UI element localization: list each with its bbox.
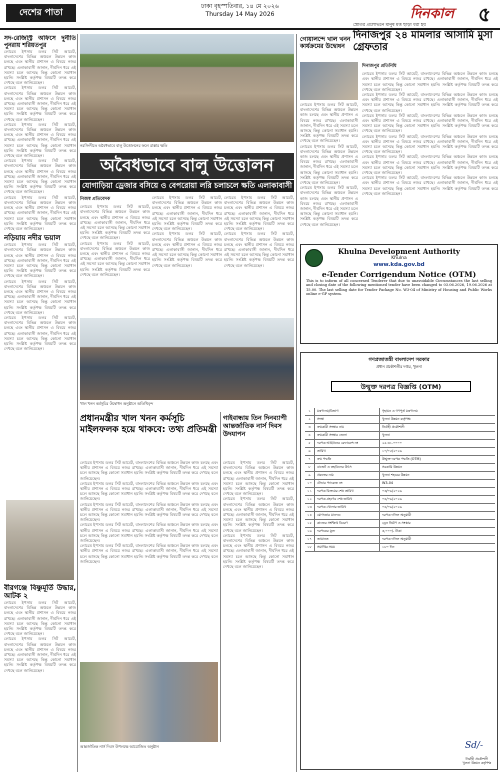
column-rule-3 [296, 34, 297, 772]
table-cell-k: কাজের সংক্ষিপ্ত বিবরণ [315, 520, 380, 527]
left-body-3: লোরেম ইপসাম ডলর সিট আমেট, বাংলাদেশের বিভিন্ন অঞ্চলে উন্নয়ন কাজ চলছে এবং স্থানীয় প্রশাসন এ বিষয়ে নজর রাখছে। এলাকাবাসী জানান, দীর্ঘদিন ধরে এই সমস্যা চলে আসছে কিন্তু কোনো সমাধান হয়নি। সংশ্লিষ্ট কর্তৃপক্ষ বিষয়টি তদন্ত করে দেখছে বলে জানিয়েছেন। [4, 600, 76, 637]
date-bangla: ঢাকা বৃহস্পতিবার, ১৪ মে ২০২৬ [201, 3, 279, 10]
table-cell-n: ১ [305, 408, 315, 415]
page-number: ৫ [478, 2, 491, 26]
goalondo-text-b: লোরেম ইপসাম ডলর সিট আমেট, বাংলাদেশের বিভিন্ন অঞ্চলে উন্নয়ন কাজ চলছে এবং স্থানীয় প্রশাসন এ বিষয়ে নজর রাখছে। এলাকাবাসী জানান, দীর্ঘদিন ধরে এই সমস্যা চলে আসছে কিন্তু কোনো সমাধান হয়নি। সংশ্লিষ্ট কর্তৃপক্ষ বিষয়টি তদন্ত করে দেখছে বলে জানিয়েছেন। [300, 143, 358, 186]
dinajpur-lead: স্ত্রোতর প্রলোভনে মানুষ মত্ত ছাড়া ধরা হয় [353, 23, 426, 28]
table-cell-v: খুলনা শহরের উন্নয়ন [382, 473, 410, 477]
goalondo-headline: গোয়ালন্দে খাল খনন কার্যক্রমের উদ্বোধন [300, 36, 351, 50]
main-byline: নিজস্ব প্রতিবেদক [80, 197, 111, 202]
main-body-3b: লোরেম ইপসাম ডলর সিট আমেট, বাংলাদেশের বিভিন্ন অঞ্চলে উন্নয়ন কাজ চলছে এবং স্থানীয় প্রশাসন এ বিষয়ে নজর রাখছে। এলাকাবাসী জানান, দীর্ঘদিন ধরে এই সমস্যা চলে আসছে কিন্তু কোনো সমাধান হয়নি। সংশ্লিষ্ট কর্তৃপক্ষ বিষয়টি তদন্ত করে দেখছে বলে জানিয়েছেন। [224, 231, 294, 268]
table-cell-v: দরপত্র দলিল অনুযায়ী [382, 513, 412, 517]
table-cell-v: ২৫.৩১.০০০০ [382, 441, 402, 445]
table-cell-k: যোগ্যতার মানদণ্ড [315, 512, 380, 519]
road-damage-photo [80, 34, 294, 142]
statue-photo [6, 500, 74, 580]
table-row [305, 480, 495, 488]
table-cell-n: ১৬ [305, 528, 315, 535]
table-cell-n: ৮ [305, 464, 315, 471]
left-headline-2: নড়িয়ায় নদীর ভয়াল [4, 234, 61, 243]
table-cell-n: ১৩ [305, 504, 315, 511]
pwd-subtitle: প্রধান প্রকৌশলীর দপ্তর, খুলনা [376, 364, 422, 369]
kda-website-link[interactable]: www.kda.gov.bd [373, 262, 425, 268]
table-row [305, 416, 495, 424]
column-rule-2 [220, 412, 221, 742]
table-cell-k: বাজেট ও তহবিলের উৎস [315, 464, 380, 471]
pwd-otm-label: উন্মুক্ত দরপত্র বিজ্ঞপ্তি (OTM) [331, 381, 471, 392]
goalondo-body [300, 102, 358, 242]
table-cell-k: দরপত্র আহ্বানের রেফারেন্স নং [315, 440, 380, 447]
left-body-1b: লোরেম ইপসাম ডলর সিট আমেট, বাংলাদেশের বিভিন্ন অঞ্চলে উন্নয়ন কাজ চলছে এবং স্থানীয় প্রশাসন এ বিষয়ে নজর রাখছে। এলাকাবাসী জানান, দীর্ঘদিন ধরে এই সমস্যা চলে আসছে কিন্তু কোনো সমাধান হয়নি। সংশ্লিষ্ট কর্তৃপক্ষ বিষয়টি তদন্ত করে দেখছে বলে জানিয়েছেন। [4, 85, 76, 122]
left-body-1: লোরেম ইপসাম ডলর সিট আমেট, বাংলাদেশের বিভিন্ন অঞ্চলে উন্নয়ন কাজ চলছে এবং স্থানীয় প্রশাসন এ বিষয়ে নজর রাখছে। এলাকাবাসী জানান, দীর্ঘদিন ধরে এই সমস্যা চলে আসছে কিন্তু কোনো সমাধান হয়নি। সংশ্লিষ্ট কর্তৃপক্ষ বিষয়টি তদন্ত করে দেখছে বলে জানিয়েছেন। [4, 49, 76, 86]
table-row [305, 496, 495, 504]
column-rule-1 [77, 34, 78, 772]
table-cell-k: ক্রয়কারী সংস্থার জেলা [315, 432, 380, 439]
table-cell-n: ৭ [305, 456, 315, 463]
road-photo-caption: নরসিংদীতে অবৈধভাবে বালু উত্তোলনের ফলে রাস্তার ক্ষতি [80, 143, 168, 148]
table-cell-k: টেন্ডার প্যাকেজ নং [315, 480, 380, 487]
dinajpur-text-e: লোরেম ইপসাম ডলর সিট আমেট, বাংলাদেশের বিভিন্ন অঞ্চলে উন্নয়ন কাজ চলছে এবং স্থানীয় প্রশাসন এ বিষয়ে নজর রাখছে। এলাকাবাসী জানান, দীর্ঘদিন ধরে এই সমস্যা চলে আসছে কিন্তু কোনো সমাধান হয়নি। সংশ্লিষ্ট কর্তৃপক্ষ বিষয়টি তদন্ত করে দেখছে বলে জানিয়েছেন। [362, 154, 498, 176]
left-body-1e: লোরেম ইপসাম ডলর সিট আমেট, বাংলাদেশের বিভিন্ন অঞ্চলে উন্নয়ন কাজ চলছে এবং স্থানীয় প্রশাসন এ বিষয়ে নজর রাখছে। এলাকাবাসী জানান, দীর্ঘদিন ধরে এই সমস্যা চলে আসছে কিন্তু কোনো সমাধান হয়নি। সংশ্লিষ্ট কর্তৃপক্ষ বিষয়টি তদন্ত করে দেখছে বলে জানিয়েছেন। [4, 194, 76, 231]
table-cell-n: ৬ [305, 448, 315, 455]
canal-photo [300, 62, 358, 100]
main-body-2: লোরেম ইপসাম ডলর সিট আমেট, বাংলাদেশের বিভিন্ন অঞ্চলে উন্নয়ন কাজ চলছে এবং স্থানীয় প্রশাসন এ বিষয়ে নজর রাখছে। এলাকাবাসী জানান, দীর্ঘদিন ধরে এই সমস্যা চলে আসছে কিন্তু কোনো সমাধান হয়নি। সংশ্লিষ্ট কর্তৃপক্ষ বিষয়টি তদন্ত করে দেখছে বলে জানিয়েছেন। [152, 195, 222, 232]
left-body-1d: লোরেম ইপসাম ডলর সিট আমেট, বাংলাদেশের বিভিন্ন অঞ্চলে উন্নয়ন কাজ চলছে এবং স্থানীয় প্রশাসন এ বিষয়ে নজর রাখছে। এলাকাবাসী জানান, দীর্ঘদিন ধরে এই সমস্যা চলে আসছে কিন্তু কোনো সমাধান হয়নি। সংশ্লিষ্ট কর্তৃপক্ষ বিষয়টি তদন্ত করে দেখছে বলে জানিয়েছেন। [4, 158, 76, 195]
nurses-day-photo [80, 662, 218, 742]
table-cell-v: সরকারি উন্নয়ন [382, 465, 402, 469]
table-cell-v: ৩,০০০/- টাকা [382, 529, 402, 533]
dinajpur-text-d: লোরেম ইপসাম ডলর সিট আমেট, বাংলাদেশের বিভিন্ন অঞ্চলে উন্নয়ন কাজ চলছে এবং স্থানীয় প্রশাসন এ বিষয়ে নজর রাখছে। এলাকাবাসী জানান, দীর্ঘদিন ধরে এই সমস্যা চলে আসছে কিন্তু কোনো সমাধান হয়নি। সংশ্লিষ্ট কর্তৃপক্ষ বিষয়টি তদন্ত করে দেখছে বলে জানিয়েছেন। [362, 133, 498, 155]
table-cell-k: দরপত্র বিক্রয়ের শেষ তারিখ [315, 488, 380, 495]
table-row [305, 512, 495, 520]
left-column-bottom [4, 584, 76, 772]
table-row [305, 440, 495, 448]
table-cell-v: নির্বাহী প্রকৌশলী [382, 425, 405, 429]
table-cell-n: ৩ [305, 424, 315, 431]
table-cell-n: ১৮ [305, 544, 315, 551]
goalondo-text: লোরেম ইপসাম ডলর সিট আমেট, বাংলাদেশের বিভিন্ন অঞ্চলে উন্নয়ন কাজ চলছে এবং স্থানীয় প্রশাসন এ বিষয়ে নজর রাখছে। এলাকাবাসী জানান, দীর্ঘদিন ধরে এই সমস্যা চলে আসছে কিন্তু কোনো সমাধান হয়নি। সংশ্লিষ্ট কর্তৃপক্ষ বিষয়টি তদন্ত করে দেখছে বলে জানিয়েছেন। [300, 102, 358, 144]
pwd-tender-table [305, 408, 495, 552]
table-cell-v: ড্রেন নির্মাণ ও সংস্কার [382, 521, 411, 525]
main-body-3: লোরেম ইপসাম ডলর সিট আমেট, বাংলাদেশের বিভিন্ন অঞ্চলে উন্নয়ন কাজ চলছে এবং স্থানীয় প্রশাসন এ বিষয়ে নজর রাখছে। এলাকাবাসী জানান, দীর্ঘদিন ধরে এই সমস্যা চলে আসছে কিন্তু কোনো সমাধান হয়নি। সংশ্লিষ্ট কর্তৃপক্ষ বিষয়টি তদন্ত করে দেখছে বলে জানিয়েছেন। [224, 195, 294, 232]
story3-text: লোরেম ইপসাম ডলর সিট আমেট, বাংলাদেশের বিভিন্ন অঞ্চলে উন্নয়ন কাজ চলছে এবং স্থানীয় প্রশাসন এ বিষয়ে নজর রাখছে। এলাকাবাসী জানান, দীর্ঘদিন ধরে এই সমস্যা চলে আসছে কিন্তু কোনো সমাধান হয়নি। সংশ্লিষ্ট কর্তৃপক্ষ বিষয়টি তদন্ত করে দেখছে বলে জানিয়েছেন। [223, 460, 294, 497]
story2-headline: প্রধানমন্ত্রীর খাল খনন কর্মসূচি মাইলফলক হয়ে থাকবে: তথ্য প্রতিমন্ত্রী [80, 414, 217, 435]
bottom-caption: আন্তর্জাতিক নার্স দিবস উপলক্ষে আয়োজিত অনুষ্ঠান [80, 744, 159, 749]
table-cell-k: দরপত্রের মূল্য [315, 528, 380, 535]
table-row [305, 464, 495, 472]
section-label: দেশের পাতা [6, 4, 76, 22]
left-body-1c: লোরেম ইপসাম ডলর সিট আমেট, বাংলাদেশের বিভিন্ন অঞ্চলে উন্নয়ন কাজ চলছে এবং স্থানীয় প্রশাসন এ বিষয়ে নজর রাখছে। এলাকাবাসী জানান, দীর্ঘদিন ধরে এই সমস্যা চলে আসছে কিন্তু কোনো সমাধান হয়নি। সংশ্লিষ্ট কর্তৃপক্ষ বিষয়টি তদন্ত করে দেখছে বলে জানিয়েছেন। [4, 121, 76, 159]
table-row [305, 424, 495, 432]
story2-text-e: লোরেম ইপসাম ডলর সিট আমেট, বাংলাদেশের বিভিন্ন অঞ্চলে উন্নয়ন কাজ চলছে এবং স্থানীয় প্রশাসন এ বিষয়ে নজর রাখছে। এলাকাবাসী জানান, দীর্ঘদিন ধরে এই সমস্যা চলে আসছে কিন্তু কোনো সমাধান হয়নি। সংশ্লিষ্ট কর্তৃপক্ষ বিষয়টি তদন্ত করে দেখছে বলে জানিয়েছেন। [80, 543, 218, 564]
table-cell-v: উন্মুক্ত দরপত্র পদ্ধতি (OTM) [382, 457, 421, 461]
table-row [305, 504, 495, 512]
table-cell-k: জামানত [315, 536, 380, 543]
table-cell-k: সংস্থা [315, 416, 380, 423]
table-cell-k: ক্রয়কারী সংস্থার নাম [315, 424, 380, 431]
table-row [305, 536, 495, 544]
signatory-block: নির্বাহী প্রকৌশলী খুলনা উন্নয়ন কর্তৃপক্ষ [462, 757, 491, 765]
table-cell-n: ১২ [305, 496, 315, 503]
table-row [305, 408, 495, 416]
main-headline: অবৈধভাবে বালু উত্তোলন [80, 153, 294, 179]
table-row [305, 456, 495, 464]
table-cell-n: ৫ [305, 440, 315, 447]
story2-text: লোরেম ইপসাম ডলর সিট আমেট, বাংলাদেশের বিভিন্ন অঞ্চলে উন্নয়ন কাজ চলছে এবং স্থানীয় প্রশাসন এ বিষয়ে নজর রাখছে। এলাকাবাসী জানান, দীর্ঘদিন ধরে এই সমস্যা চলে আসছে কিন্তু কোনো সমাধান হয়নি। সংশ্লিষ্ট কর্তৃপক্ষ বিষয়টি তদন্ত করে দেখছে বলে জানিয়েছেন। [80, 460, 218, 481]
table-row [305, 448, 495, 456]
table-cell-k: মন্ত্রণালয়/বিভাগ [315, 408, 380, 415]
table-cell-v: ১০/০৫/২০২৬ [382, 449, 402, 453]
pwd-tender-notice [300, 352, 498, 770]
table-cell-n: ৯ [305, 472, 315, 479]
dinajpur-text-c: লোরেম ইপসাম ডলর সিট আমেট, বাংলাদেশের বিভিন্ন অঞ্চলে উন্নয়ন কাজ চলছে এবং স্থানীয় প্রশাসন এ বিষয়ে নজর রাখছে। এলাকাবাসী জানান, দীর্ঘদিন ধরে এই সমস্যা চলে আসছে কিন্তু কোনো সমাধান হয়নি। সংশ্লিষ্ট কর্তৃপক্ষ বিষয়টি তদন্ত করে দেখছে বলে জানিয়েছেন। [362, 112, 498, 134]
table-cell-n: ১৭ [305, 536, 315, 543]
table-cell-v: গৃহায়ন ও গণপূর্ত মন্ত্রণালয় [382, 409, 418, 413]
table-cell-v: ০৩/০৬/২০২৬ [382, 489, 402, 493]
date-block [165, 3, 315, 19]
ceremony-photo [80, 318, 294, 400]
main-body-1b: লোরেম ইপসাম ডলর সিট আমেট, বাংলাদেশের বিভিন্ন অঞ্চলে উন্নয়ন কাজ চলছে এবং স্থানীয় প্রশাসন এ বিষয়ে নজর রাখছে। এলাকাবাসী জানান, দীর্ঘদিন ধরে এই সমস্যা চলে আসছে কিন্তু কোনো সমাধান হয়নি। সংশ্লিষ্ট কর্তৃপক্ষ বিষয়টি তদন্ত করে দেখছে বলে জানিয়েছেন। [80, 240, 150, 277]
goalondo-text-c: লোরেম ইপসাম ডলর সিট আমেট, বাংলাদেশের বিভিন্ন অঞ্চলে উন্নয়ন কাজ চলছে এবং স্থানীয় প্রশাসন এ বিষয়ে নজর রাখছে। এলাকাবাসী জানান, দীর্ঘদিন ধরে এই সমস্যা চলে আসছে কিন্তু কোনো সমাধান হয়নি। সংশ্লিষ্ট কর্তৃপক্ষ বিষয়টি তদন্ত করে দেখছে বলে জানিয়েছেন। [300, 185, 358, 227]
table-cell-k: প্রকল্পের নাম [315, 472, 380, 479]
story3-text-c: লোরেম ইপসাম ডলর সিট আমেট, বাংলাদেশের বিভিন্ন অঞ্চলে উন্নয়ন কাজ চলছে এবং স্থানীয় প্রশাসন এ বিষয়ে নজর রাখছে। এলাকাবাসী জানান, দীর্ঘদিন ধরে এই সমস্যা চলে আসছে কিন্তু কোনো সমাধান হয়নি। সংশ্লিষ্ট কর্তৃপক্ষ বিষয়টি তদন্ত করে দেখছে বলে জানিয়েছেন। [223, 532, 294, 570]
table-cell-k: তারিখ [315, 448, 380, 455]
table-row [305, 528, 495, 536]
table-row [305, 544, 495, 552]
kda-notice-title: e-Tender Corrigendum Notice (OTM) [321, 270, 477, 279]
table-cell-v: ০৪/০৬/২০২৬ [382, 505, 402, 509]
table-cell-n: ১৪ [305, 512, 315, 519]
left-body-2c: লোরেম ইপসাম ডলর সিট আমেট, বাংলাদেশের বিভিন্ন অঞ্চলে উন্নয়ন কাজ চলছে এবং স্থানীয় প্রশাসন এ বিষয়ে নজর রাখছে। এলাকাবাসী জানান, দীর্ঘদিন ধরে এই সমস্যা চলে আসছে কিন্তু কোনো সমাধান হয়নি। সংশ্লিষ্ট কর্তৃপক্ষ বিষয়টি তদন্ত করে দেখছে বলে জানিয়েছেন। [4, 314, 76, 352]
left-body-2: লোরেম ইপসাম ডলর সিট আমেট, বাংলাদেশের বিভিন্ন অঞ্চলে উন্নয়ন কাজ চলছে এবং স্থানীয় প্রশাসন এ বিষয়ে নজর রাখছে। এলাকাবাসী জানান, দীর্ঘদিন ধরে এই সমস্যা চলে আসছে কিন্তু কোনো সমাধান হয়নি। সংশ্লিষ্ট কর্তৃপক্ষ বিষয়টি তদন্ত করে দেখছে বলে জানিয়েছেন। [4, 242, 76, 279]
story2-text-b: লোরেম ইপসাম ডলর সিট আমেট, বাংলাদেশের বিভিন্ন অঞ্চলে উন্নয়ন কাজ চলছে এবং স্থানীয় প্রশাসন এ বিষয়ে নজর রাখছে। এলাকাবাসী জানান, দীর্ঘদিন ধরে এই সমস্যা চলে আসছে কিন্তু কোনো সমাধান হয়নি। সংশ্লিষ্ট কর্তৃপক্ষ বিষয়টি তদন্ত করে দেখছে বলে জানিয়েছেন। [80, 480, 218, 502]
table-cell-v: খুলনা [382, 433, 390, 437]
kda-tender-notice [300, 244, 498, 344]
pwd-title: গণপ্রজাতন্ত্রী বাংলাদেশ সরকার [368, 357, 430, 363]
main-story-col-2 [152, 195, 222, 315]
story3-body [223, 460, 294, 740]
left-body-2b: লোরেম ইপসাম ডলর সিট আমেট, বাংলাদেশের বিভিন্ন অঞ্চলে উন্নয়ন কাজ চলছে এবং স্থানীয় প্রশাসন এ বিষয়ে নজর রাখছে। এলাকাবাসী জানান, দীর্ঘদিন ধরে এই সমস্যা চলে আসছে কিন্তু কোনো সমাধান হয়নি। সংশ্লিষ্ট কর্তৃপক্ষ বিষয়টি তদন্ত করে দেখছে বলে জানিয়েছেন। [4, 278, 76, 315]
left-headline-3: বীরগঞ্জে বিষ্ণুমূর্তি উদ্ধার, আটক ২ [4, 584, 76, 600]
date-english: Thursday 14 May 2026 [205, 11, 275, 18]
story3-headline: গাইবান্ধায় তিন দিনব্যাপী আন্তর্জাতিক নার্স দিবস উদযাপন [223, 414, 287, 438]
main-body-1: লোরেম ইপসাম ডলর সিট আমেট, বাংলাদেশের বিভিন্ন অঞ্চলে উন্নয়ন কাজ চলছে এবং স্থানীয় প্রশাসন এ বিষয়ে নজর রাখছে। এলাকাবাসী জানান, দীর্ঘদিন ধরে এই সমস্যা চলে আসছে কিন্তু কোনো সমাধান হয়নি। সংশ্লিষ্ট কর্তৃপক্ষ বিষয়টি তদন্ত করে দেখছে বলে জানিয়েছেন। [80, 204, 150, 241]
left-body-3b: লোরেম ইপসাম ডলর সিট আমেট, বাংলাদেশের বিভিন্ন অঞ্চলে উন্নয়ন কাজ চলছে এবং স্থানীয় প্রশাসন এ বিষয়ে নজর রাখছে। এলাকাবাসী জানান, দীর্ঘদিন ধরে এই সমস্যা চলে আসছে কিন্তু কোনো সমাধান হয়নি। সংশ্লিষ্ট কর্তৃপক্ষ বিষয়টি তদন্ত করে দেখছে বলে জানিয়েছেন। [4, 636, 76, 673]
table-cell-n: ২ [305, 416, 315, 423]
dinajpur-story-head [353, 22, 498, 60]
dinajpur-byline: দিনাজপুর প্রতিনিধি [362, 64, 397, 69]
story2-text-c: লোরেম ইপসাম ডলর সিট আমেট, বাংলাদেশের বিভিন্ন অঞ্চলে উন্নয়ন কাজ চলছে এবং স্থানীয় প্রশাসন এ বিষয়ে নজর রাখছে। এলাকাবাসী জানান, দীর্ঘদিন ধরে এই সমস্যা চলে আসছে কিন্তু কোনো সমাধান হয়নি। সংশ্লিষ্ট কর্তৃপক্ষ বিষয়টি তদন্ত করে দেখছে বলে জানিয়েছেন। [80, 501, 218, 523]
table-row [305, 488, 495, 496]
main-body-2b: লোরেম ইপসাম ডলর সিট আমেট, বাংলাদেশের বিভিন্ন অঞ্চলে উন্নয়ন কাজ চলছে এবং স্থানীয় প্রশাসন এ বিষয়ে নজর রাখছে। এলাকাবাসী জানান, দীর্ঘদিন ধরে এই সমস্যা চলে আসছে কিন্তু কোনো সমাধান হয়নি। সংশ্লিষ্ট কর্তৃপক্ষ বিষয়টি তদন্ত করে দেখছে বলে জানিয়েছেন। [152, 231, 222, 268]
story2-text-d: লোরেম ইপসাম ডলর সিট আমেট, বাংলাদেশের বিভিন্ন অঞ্চলে উন্নয়ন কাজ চলছে এবং স্থানীয় প্রশাসন এ বিষয়ে নজর রাখছে। এলাকাবাসী জানান, দীর্ঘদিন ধরে এই সমস্যা চলে আসছে কিন্তু কোনো সমাধান হয়নি। সংশ্লিষ্ট কর্তৃপক্ষ বিষয়টি তদন্ত করে দেখছে বলে জানিয়েছেন। [80, 522, 218, 544]
table-cell-k: দরপত্র খোলার তারিখ [315, 504, 380, 511]
kda-title: Khulna Development Authority [337, 247, 461, 256]
ceremony-caption: খাল খনন কর্মসূচির উদ্বোধন অনুষ্ঠানে অতিথিবৃন্দ [80, 401, 154, 406]
kda-notice-body: This is to inform of all concerned Tenderer that due to unavoidable Circumstances the last selling and closing date of the following mentioned tender have been changed to 03.06.2026, 19.06.2026 at 15.00. The last selling date for Tender Package No. W3-04 of Ministry of Housing and Public Works online e-GP system. [306, 279, 492, 297]
table-cell-k: সমাপ্তির সময় [315, 544, 380, 551]
main-subheadline: যোগাড়িয়া ড্রেজার বসিয়ে ও বেপরোয়া লরি চলাচলে ক্ষতি এলাকাবাসী [81, 181, 293, 190]
story2-body [80, 460, 218, 660]
table-cell-v: W3-04 [382, 481, 394, 485]
table-cell-v: দরপত্র দলিল অনুযায়ী [382, 537, 412, 541]
dinajpur-text-f: লোরেম ইপসাম ডলর সিট আমেট, বাংলাদেশের বিভিন্ন অঞ্চলে উন্নয়ন কাজ চলছে এবং স্থানীয় প্রশাসন এ বিষয়ে নজর রাখছে। এলাকাবাসী জানান, দীর্ঘদিন ধরে এই সমস্যা চলে আসছে কিন্তু কোনো সমাধান হয়নি। সংশ্লিষ্ট কর্তৃপক্ষ বিষয়টি তদন্ত করে দেখছে বলে জানিয়েছেন। [362, 175, 498, 196]
dinajpur-body [362, 62, 498, 240]
table-cell-k: দরপত্র গ্রহণের শেষ তারিখ [315, 496, 380, 503]
table-cell-v: ১৮০ দিন [382, 545, 395, 549]
story3-text-b: লোরেম ইপসাম ডলর সিট আমেট, বাংলাদেশের বিভিন্ন অঞ্চলে উন্নয়ন কাজ চলছে এবং স্থানীয় প্রশাসন এ বিষয়ে নজর রাখছে। এলাকাবাসী জানান, দীর্ঘদিন ধরে এই সমস্যা চলে আসছে কিন্তু কোনো সমাধান হয়নি। সংশ্লিষ্ট কর্তৃপক্ষ বিষয়টি তদন্ত করে দেখছে বলে জানিয়েছেন। [223, 496, 294, 533]
dinajpur-text: লোরেম ইপসাম ডলর সিট আমেট, বাংলাদেশের বিভিন্ন অঞ্চলে উন্নয়ন কাজ চলছে এবং স্থানীয় প্রশাসন এ বিষয়ে নজর রাখছে। এলাকাবাসী জানান, দীর্ঘদিন ধরে এই সমস্যা চলে আসছে কিন্তু কোনো সমাধান হয়নি। সংশ্লিষ্ট কর্তৃপক্ষ বিষয়টি তদন্ত করে দেখছে বলে জানিয়েছেন। [362, 71, 498, 92]
newspaper-logo: দিনকাল [410, 6, 455, 22]
table-cell-v: খুলনা উন্নয়ন কর্তৃপক্ষ [382, 417, 411, 421]
kda-subtitle: Khulna [391, 256, 407, 261]
table-cell-n: ১০ [305, 480, 315, 487]
main-story-col-1 [80, 195, 150, 315]
table-cell-v: ০৪/০৬/২০২৬ [382, 497, 402, 501]
table-cell-k: ক্রয় পদ্ধতি [315, 456, 380, 463]
table-cell-n: ১১ [305, 488, 315, 495]
main-story-col-3 [224, 195, 294, 315]
table-cell-n: ১৫ [305, 520, 315, 527]
table-cell-n: ৪ [305, 432, 315, 439]
signature: Sd/- [465, 741, 483, 751]
table-row [305, 472, 495, 480]
table-row [305, 432, 495, 440]
left-headline-1: সদ-রেজিস্ট্রি অফিসে দুর্নীতি পুনরায় শরিয়তপুর [4, 35, 76, 49]
dinajpur-text-b: লোরেম ইপসাম ডলর সিট আমেট, বাংলাদেশের বিভিন্ন অঞ্চলে উন্নয়ন কাজ চলছে এবং স্থানীয় প্রশাসন এ বিষয়ে নজর রাখছে। এলাকাবাসী জানান, দীর্ঘদিন ধরে এই সমস্যা চলে আসছে কিন্তু কোনো সমাধান হয়নি। সংশ্লিষ্ট কর্তৃপক্ষ বিষয়টি তদন্ত করে দেখছে বলে জানিয়েছেন। [362, 92, 498, 113]
dinajpur-headline: দিনাজপুর ২৪ মামলার আসামি মুসা গ্রেফতার [353, 30, 493, 53]
table-row [305, 520, 495, 528]
